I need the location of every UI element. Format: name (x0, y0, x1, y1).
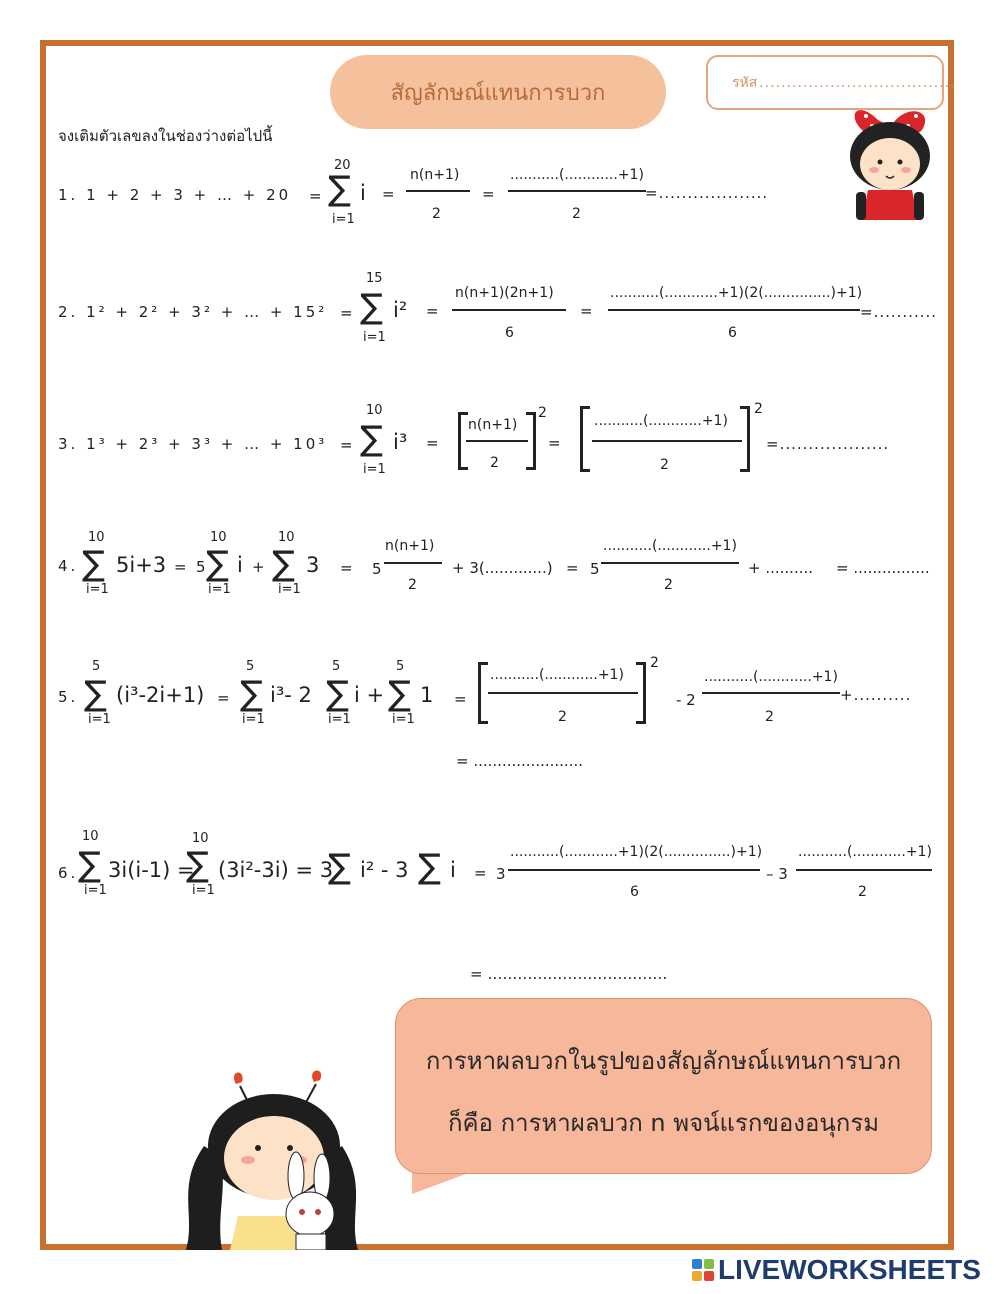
p4-term: 5i+3 (116, 553, 167, 577)
p6-minus-3: – 3 (766, 865, 788, 883)
p1-fill-numerator[interactable]: ...........(............+1) (510, 167, 644, 183)
p5-lower-limit-4: i=1 (392, 712, 415, 727)
p6-fill-denominator-2: 2 (858, 884, 867, 900)
right-bracket (526, 412, 536, 470)
p3-exponent: 2 (538, 405, 547, 421)
p5-fill-numerator[interactable]: ...........(............+1) (490, 667, 624, 683)
p5-lower-limit-3: i=1 (328, 712, 351, 727)
p5-equals: = (217, 689, 230, 707)
p4-fill-denominator: 2 (664, 577, 673, 593)
girl-with-bow-illustration (838, 100, 942, 224)
p6-fill-denominator: 6 (630, 884, 639, 900)
p2-upper-limit: 15 (366, 271, 383, 286)
p5-upper-limit-4: 5 (396, 659, 405, 674)
p4-fill-numerator[interactable]: ...........(............+1) (603, 538, 737, 554)
p3-variable: i³ (393, 430, 408, 454)
speech-bubble (395, 998, 932, 1174)
p6-term-2: (3i²-3i) = 3 (218, 858, 334, 882)
p6-upper-limit-2: 10 (192, 831, 209, 846)
sigma-icon: ∑ (272, 544, 295, 584)
p1-equals-2: = (382, 185, 395, 203)
p4-plus-blank[interactable]: + .......... (748, 559, 814, 577)
p6-coef: 3 (496, 865, 506, 883)
p1-lower-limit: i=1 (332, 212, 355, 227)
p1-formula-denominator: 2 (432, 206, 441, 222)
sigma-icon: ∑ (388, 674, 411, 714)
code-label: รหัส (732, 74, 758, 91)
sigma-icon: ∑ (328, 847, 351, 887)
p6-lower-limit-2: i=1 (192, 883, 215, 898)
p5-fill-denominator: 2 (558, 709, 567, 725)
p4-lower-limit-2: i=1 (208, 582, 231, 597)
p5-lower-limit-2: i=1 (242, 712, 265, 727)
p3-equals-3: = (548, 434, 561, 452)
p4-term-3: 3 (306, 553, 320, 577)
p6-term-3: i² - 3 (360, 858, 409, 882)
p3-expression: 3. 1³ + 2³ + 3³ + … + 10³ (58, 435, 328, 453)
bubble-line-1: การหาผลบวกในรูปของสัญลักษณ์แทนการบวก (425, 1047, 902, 1075)
sigma-icon: ∑ (186, 845, 209, 885)
p5-term-3: i + (354, 683, 385, 707)
p4-equals-2: = (340, 559, 353, 577)
p5-fill-denominator-2: 2 (765, 709, 774, 725)
p2-fill-denominator: 6 (728, 325, 737, 341)
p4-term-2: i (237, 553, 243, 577)
code-dots: .................................... (759, 74, 956, 91)
brand-name: LIVEWORKSHEETS (718, 1254, 981, 1285)
p1-fill-denominator: 2 (572, 206, 581, 222)
sigma-icon: ∑ (418, 847, 441, 887)
p2-equals-2: = (426, 302, 439, 320)
p2-formula-denominator: 6 (505, 325, 514, 341)
sigma-icon: ∑ (82, 544, 105, 584)
p4-answer-blank[interactable]: = ................ (836, 559, 930, 577)
sigma-icon: ∑ (206, 544, 229, 584)
p2-answer-blank[interactable]: =........... (860, 303, 938, 321)
p6-lower-limit: i=1 (84, 883, 107, 898)
p4-equals-3: = (566, 559, 579, 577)
p6-equals: = (474, 864, 487, 882)
bubble-line-2: ก็คือ การหาผลบวก n พจน์แรกของอนุกรม (447, 1109, 880, 1137)
p5-tail-blank[interactable]: +.......... (840, 686, 912, 704)
p1-equals: = (309, 187, 322, 205)
p4-formula-denominator: 2 (408, 577, 417, 593)
p1-formula-numerator: n(n+1) (410, 167, 460, 183)
p5-fill-numerator-2[interactable]: ...........(............+1) (704, 669, 838, 685)
p4-plus: + (252, 558, 265, 576)
p2-expression: 2. 1² + 2² + 3² + … + 15² (58, 303, 328, 321)
p4-middle[interactable]: + 3(.............) (452, 559, 553, 577)
p4-coef-2: 5 (372, 560, 382, 578)
sigma-icon: ∑ (328, 169, 351, 209)
p4-upper-limit-3: 10 (278, 530, 295, 545)
p2-fill-numerator[interactable]: ...........(............+1)(2(...............)+1) (610, 285, 863, 301)
left-bracket (478, 662, 488, 724)
p5-upper-limit-2: 5 (246, 659, 255, 674)
p5-term: (i³-2i+1) (116, 683, 205, 707)
p6-answer-blank[interactable]: = ……………………………… (470, 965, 668, 983)
p4-lower-limit-3: i=1 (278, 582, 301, 597)
p1-equals-3: = (482, 185, 495, 203)
p5-upper-limit-3: 5 (332, 659, 341, 674)
p6-term-4: i (450, 858, 456, 882)
p5-term-2: i³- 2 (270, 683, 312, 707)
p1-expression: 1. 1 + 2 + 3 + … + 20 (58, 186, 292, 204)
p5-term-4: 1 (420, 683, 434, 707)
p4-formula-numerator: n(n+1) (385, 538, 435, 554)
sigma-icon: ∑ (84, 674, 107, 714)
p3-formula-denominator: 2 (490, 455, 499, 471)
liveworksheets-logo[interactable] (692, 1254, 981, 1286)
p3-equals-2: = (426, 434, 439, 452)
p3-formula-numerator: n(n+1) (468, 417, 518, 433)
sigma-icon: ∑ (240, 674, 263, 714)
sigma-icon: ∑ (78, 845, 101, 885)
p4-upper-limit-2: 10 (210, 530, 227, 545)
p1-answer-blank[interactable]: =................... (645, 184, 769, 202)
p3-fill-denominator: 2 (660, 457, 669, 473)
p2-formula-numerator: n(n+1)(2n+1) (455, 285, 554, 301)
sigma-icon: ∑ (360, 287, 383, 327)
p2-lower-limit: i=1 (363, 330, 386, 345)
right-bracket (636, 662, 646, 724)
sigma-icon: ∑ (360, 419, 383, 459)
p6-fill-numerator[interactable]: ...........(............+1)(2(...............)+1) (510, 844, 763, 860)
p1-upper-limit: 20 (334, 158, 351, 173)
p3-fill-exponent: 2 (754, 401, 763, 417)
p3-upper-limit: 10 (366, 403, 383, 418)
p2-equals: = (340, 304, 353, 322)
p3-equals: = (340, 436, 353, 454)
p5-label: 5. (58, 688, 79, 706)
p6-label: 6. (58, 864, 79, 882)
p5-equals-2: = (454, 690, 467, 708)
left-bracket (580, 406, 590, 472)
p2-equals-3: = (580, 302, 593, 320)
p5-minus-2: - 2 (676, 691, 696, 709)
p6-term: 3i(i-1) = (108, 858, 195, 882)
p4-upper-limit: 10 (88, 530, 105, 545)
sigma-icon: ∑ (326, 674, 349, 714)
p5-upper-limit: 5 (92, 659, 101, 674)
p1-variable: i (360, 181, 366, 205)
p2-variable: i² (393, 298, 408, 322)
logo-grid-icon (692, 1259, 714, 1281)
p4-coef: 5 (196, 558, 206, 576)
p4-label: 4. (58, 557, 79, 575)
p5-answer-blank[interactable]: = ....................... (456, 752, 584, 770)
p6-fill-numerator-2[interactable]: ...........(............+1) (798, 844, 932, 860)
instruction-text: จงเติมตัวเลขลงในช่องว่างต่อไปนี้ (58, 127, 273, 145)
p4-lower-limit: i=1 (86, 582, 109, 597)
p3-answer-blank[interactable]: =................... (766, 435, 890, 453)
p4-coef-3: 5 (590, 560, 600, 578)
p5-exponent: 2 (650, 655, 659, 671)
p3-lower-limit: i=1 (363, 462, 386, 477)
right-bracket (740, 406, 750, 472)
worksheet-title: สัญลักษณ์แทนการบวก (330, 55, 666, 129)
p5-lower-limit: i=1 (88, 712, 111, 727)
p3-fill-numerator[interactable]: ...........(............+1) (594, 413, 728, 429)
girl-with-bunny-illustration (176, 1066, 366, 1250)
p6-upper-limit: 10 (82, 829, 99, 844)
p4-equals: = (174, 558, 187, 576)
